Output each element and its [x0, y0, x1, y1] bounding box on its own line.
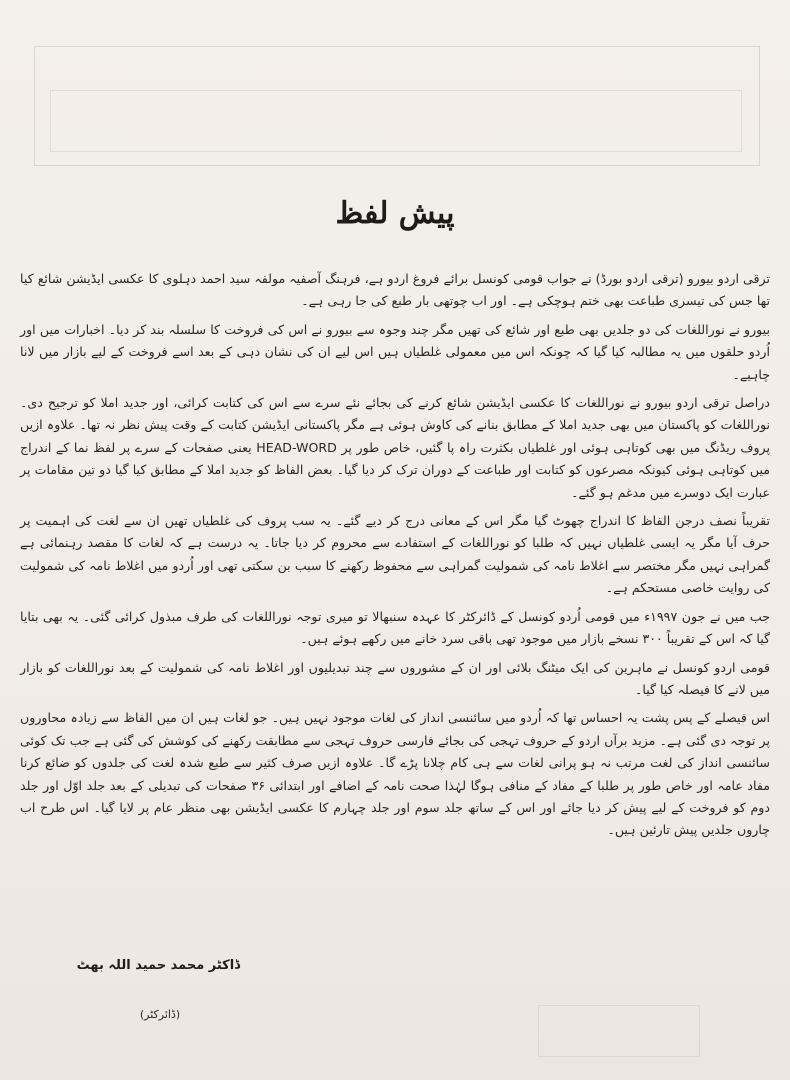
signature-name: ڈاکٹر محمد حمید اللہ بھٹ — [76, 958, 240, 973]
paragraph: جب میں نے جون ۱۹۹۷ء میں قومی اُردو کونسل کے ڈائرکٹر کا عہدہ سنبھالا تو میری توجہ نوراللغات کی طرف مبذول کرائی گئی۔ یہ بھی بتایا گیا کہ اس کے تقریباً ۳۰۰ نسخے بازار میں موجود تھی باقی سرد خانے میں رکھے ہوئے ہیں۔ — [20, 608, 770, 647]
paragraph: تقریباً نصف درجن الفاظ کا اندراج چھوٹ گیا مگر اس کے معانی درج کر دیے گئے۔ یہ سب پروف کی غلطیاں تھیں ان سے لغت کی اہمیت پر حرف آیا مگر یہ ایسی غلطیاں نہیں کہ طلبا کو نوراللغات کے استفادے سے محروم کر دیا جاتا۔ یہ درست ہے کہ لغات کا مقصد رہنمائی ہے گمراہی نہیں مگر مختصر سے اغلاط نامہ کی شمولیت گمراہی سے محفوظ رکھنے کا سبب بن سکتی تھی اور اُردو میں اغلاط نامہ کی شمولیت کی روایت خاصی مستحکم ہے۔ — [20, 513, 770, 596]
paragraph: ترقی اردو بیورو (ترقی اردو بورڈ) نے جواب قومی کونسل برائے فروغ اردو ہے، فرہنگ آصفیہ مولفہ سید احمد دہلوی کا عکسی ایڈیشن شائع کیا تھا جس کی تیسری طباعت بھی ختم ہوچکی ہے۔ اور اب چوتھی بار طبع کی جا رہی ہے۔ — [20, 271, 770, 309]
foreword-body — [20, 268, 770, 848]
paragraph: دراصل ترقی اردو بیورو نے نوراللغات کا عکسی ایڈیشن شائع کرنے کی بجائے نئے سرے سے اس کی کتابت کرائی، اور جدید املا کو ترجیح دی۔ نوراللغات کو پاکستان میں بھی جدید املا کے مطابق بنانے کی کاوش ہوئی ہے مگر پاکستانی ایڈیشن کتابت کے وقت پیش نظر نہ تھا۔ علاوہ ازیں پروف ریڈنگ میں بھی کوتاہی ہوئی اور غلطیاں بکثرت راہ پا گئیں، خاص طور پر HEAD-WORD یعنی صفحات کے سرے پر لفظ نما کے اندراج میں کوتاہی ہوئی کیونکہ مصرعوں کو کتابت اور طباعت کے دوران ترک کر دیا گیا۔ بعض الفاظ کو جدید املا کے مطابق کیا گیا دو تین مقامات پر عبارت ایک دوسرے میں مدغم ہو گئے۔ — [20, 395, 770, 500]
page-title: پیش لفظ — [335, 196, 455, 231]
show-through-frame-inner — [50, 90, 742, 152]
paragraph: قومی اردو کونسل نے ماہرین کی ایک میٹنگ بلائی اور ان کے مشوروں سے چند تبدیلیوں اور اغلاط نامہ کی شمولیت کے بعد نوراللغات کو بازار میں لانے کا فیصلہ کیا گیا۔ — [20, 659, 770, 697]
paragraph: اس فیصلے کے پس پشت یہ احساس تھا کہ اُردو میں سائنسی انداز کی لغات موجود نہیں ہیں۔ جو لغات ہیں ان میں الفاظ سے زیادہ محاوروں پر توجہ دی گئی ہے۔ مزید برآں اردو کے حروف تہجی کی بجائے فارسی حروف تہجی سے مطابقت رکھنے کی کوشش کی گئی ہے جب تک کوئی سائنسی انداز کی لغت مرتب نہ ہو پرانی لغات سے ہی کام چلانا پڑے گا۔ علاوہ ازیں صرف کثیر سے طبع شدہ لغت کی جلدوں کو ضائع کرنا مفاد عامہ اور خاص طور پر طلبا کے مفاد کے منافی ہوگا لہٰذا صحت نامہ کے اضافے اور ابتدائی ۳۶ صفحات کی تبدیلی کے بعد جلد اوّل اور جلد دوم کو فروخت کے لیے پیش کر دیا جائے اور اس کے ساتھ جلد سوم اور جلد چہارم کا عکسی ایڈیشن بھی منظر عام پر لایا گیا۔ اس طرح اب چاروں جلدیں پیش تارئین ہیں۔ — [20, 710, 770, 838]
signature-role: (ڈائرکٹر) — [139, 1008, 181, 1021]
show-through-frame-bottom — [538, 1005, 700, 1057]
paragraph: بیورو نے نوراللغات کی دو جلدیں بھی طبع اور شائع کی تھیں مگر چند وجوہ سے بیورو نے اس کی فروخت کا سلسلہ بند کر دیا۔ اخبارات میں اور اُردو حلقوں میں یہ مطالبہ کیا گیا کہ چونکہ اس میں معمولی غلطیاں ہیں اس لیے ان کی نشان دہی کے بعد اسے فروخت کے لیے بازار میں لانا چاہیے۔ — [20, 321, 770, 382]
